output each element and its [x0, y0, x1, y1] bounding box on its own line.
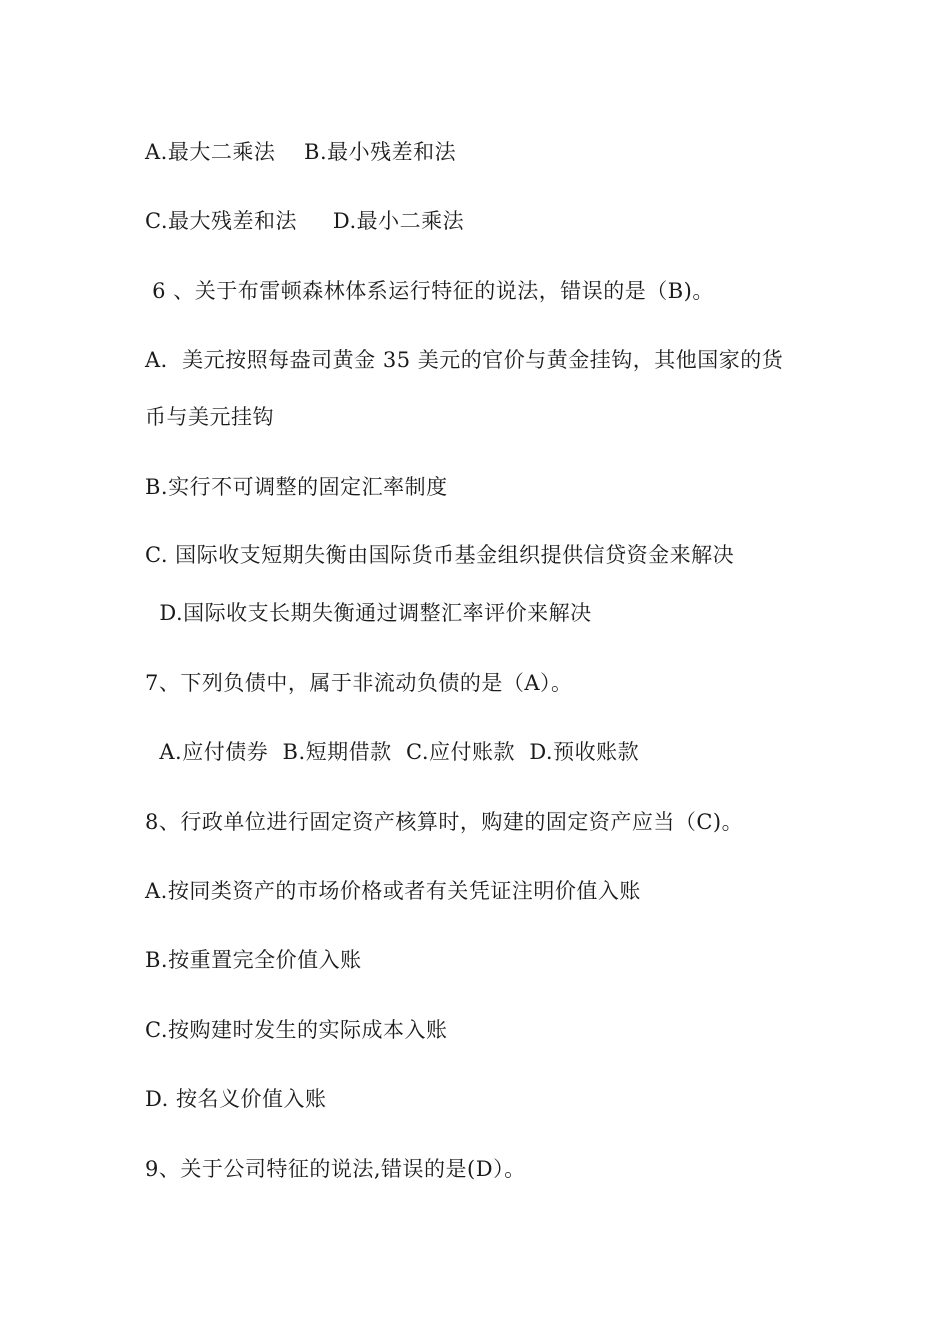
question-9: 9、关于公司特征的说法,错误的是(D）。 [145, 1157, 526, 1181]
question-7: 7、下列负债中，属于非流动负债的是（A）。 [145, 671, 573, 695]
option-8d: D. 按名义价值入账 [145, 1087, 327, 1111]
question-6: 6 、关于布雷顿森林体系运行特征的说法，错误的是（B)。 [145, 279, 714, 303]
option-6a-line-1: A．美元按照每盎司黄金 35 美元的官价与黄金挂钩，其他国家的货 [145, 348, 784, 372]
option-line-5cd: C.最大残差和法 D.最小二乘法 [145, 209, 465, 233]
option-8b: B.按重置完全价值入账 [145, 948, 362, 972]
question-8: 8、行政单位进行固定资产核算时，购建的固定资产应当（C)。 [145, 810, 744, 834]
option-8a: A.按同类资产的市场价格或者有关凭证注明价值入账 [145, 879, 641, 903]
option-6d: D.国际收支长期失衡通过调整汇率评价来解决 [145, 601, 592, 625]
option-6b: B.实行不可调整的固定汇率制度 [145, 475, 448, 499]
option-6a-line-2: 币与美元挂钩 [145, 405, 274, 429]
option-line-5ab: A.最大二乘法 B.最小残差和法 [145, 140, 457, 164]
option-6c: C. 国际收支短期失衡由国际货币基金组织提供信贷资金来解决 [145, 543, 735, 567]
options-7: A.应付债券 B.短期借款 C.应付账款 D.预收账款 [145, 740, 640, 764]
option-8c: C.按购建时发生的实际成本入账 [145, 1018, 448, 1042]
